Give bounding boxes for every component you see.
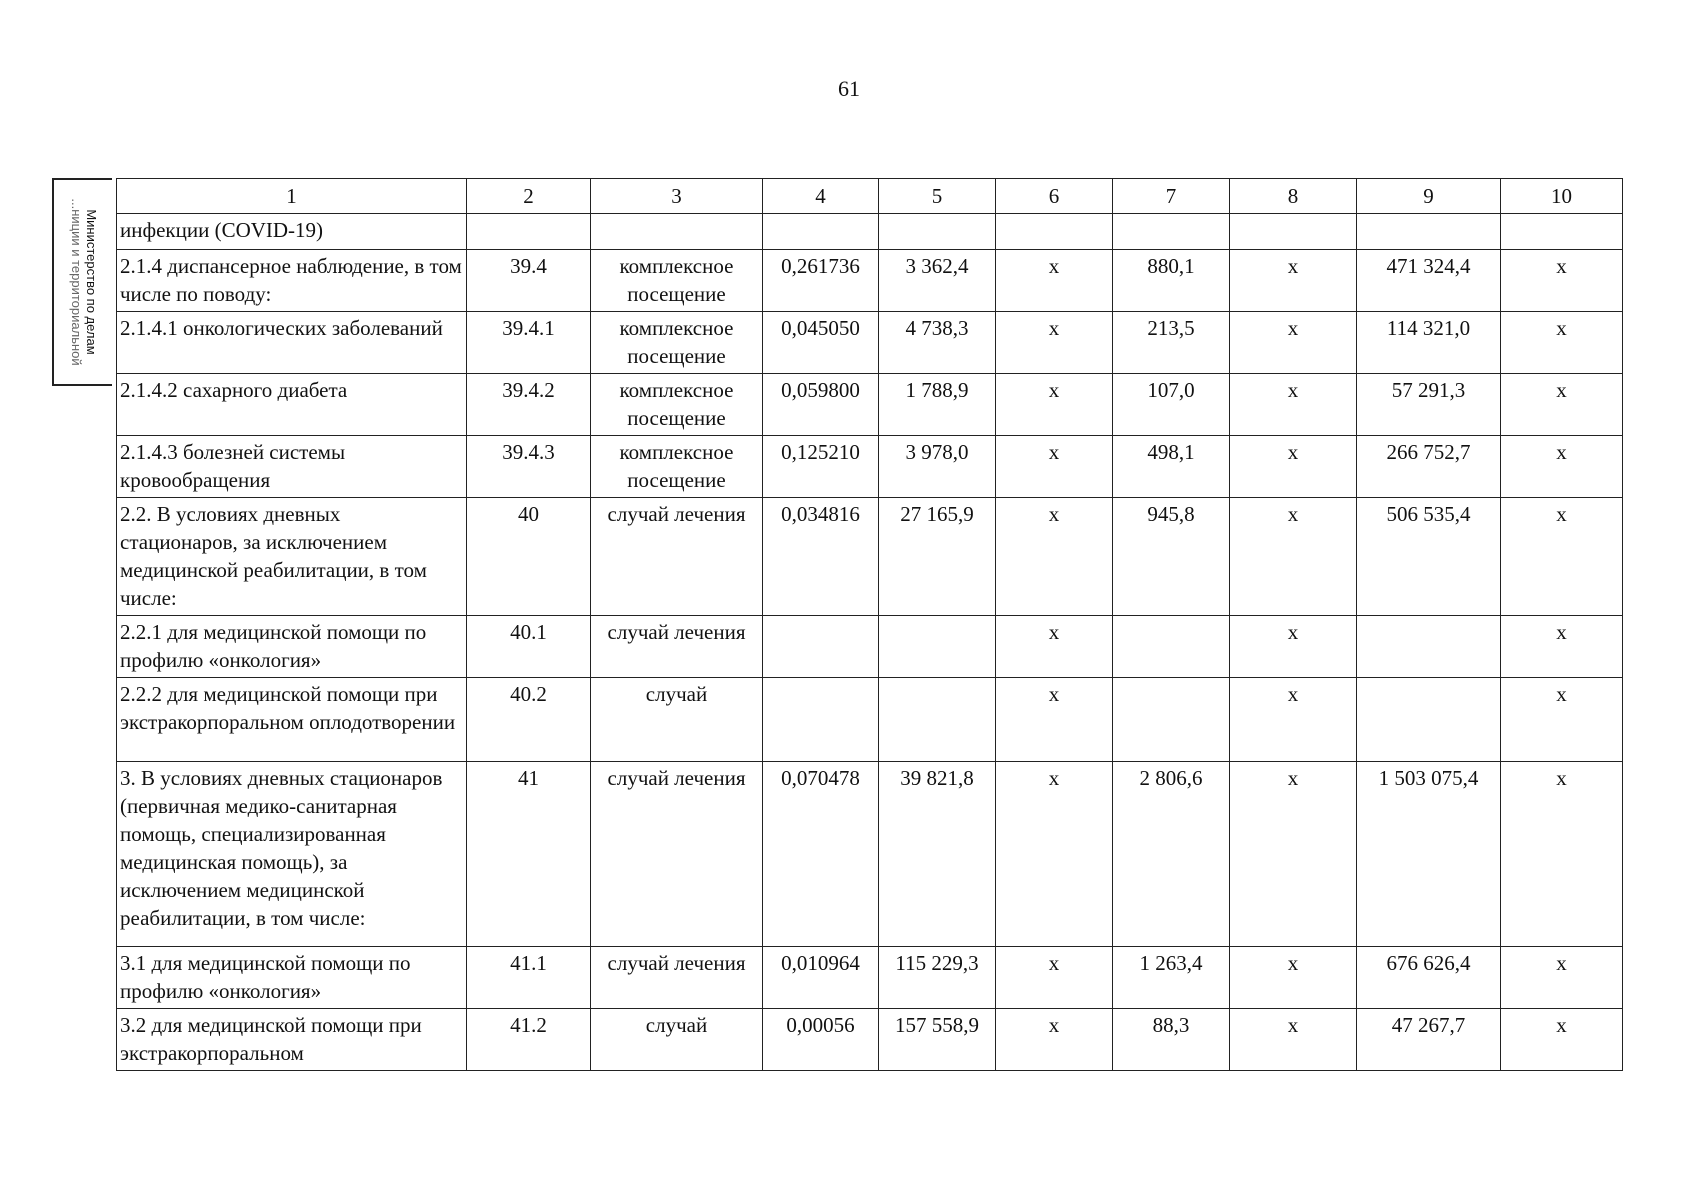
table-cell: x	[996, 498, 1113, 616]
table-cell	[1357, 678, 1501, 762]
table-cell: x	[996, 312, 1113, 374]
table-cell: x	[1230, 762, 1357, 947]
table-cell	[467, 214, 591, 250]
table-cell: x	[1501, 678, 1623, 762]
column-header: 2	[467, 179, 591, 214]
stamp-text	[69, 182, 99, 382]
page-number: 61	[838, 76, 860, 101]
table-cell	[1357, 214, 1501, 250]
table-cell: 57 291,3	[1357, 374, 1501, 436]
table-cell: x	[996, 374, 1113, 436]
table-cell: 115 229,3	[879, 947, 996, 1009]
table-cell: 676 626,4	[1357, 947, 1501, 1009]
table-cell: 1 503 075,4	[1357, 762, 1501, 947]
table-cell: случай	[591, 1009, 763, 1071]
header-row	[117, 179, 1623, 214]
table-row	[117, 214, 1623, 250]
row-name-cell: 2.1.4.3 болезней системы кровообращения	[117, 436, 467, 498]
table-cell: x	[1501, 374, 1623, 436]
table-cell: 3 978,0	[879, 436, 996, 498]
table-cell: 945,8	[1113, 498, 1230, 616]
table-cell: 0,010964	[763, 947, 879, 1009]
table-cell: x	[1501, 498, 1623, 616]
table-cell	[1113, 678, 1230, 762]
stamp-line-1: Министерство по делам	[84, 209, 99, 355]
table-cell: 39.4.2	[467, 374, 591, 436]
table-cell: x	[1230, 616, 1357, 678]
table-cell	[763, 214, 879, 250]
row-name-cell: 2.2. В условиях дневных стационаров, за исключением медицинской реабилитации, в том числе:	[117, 498, 467, 616]
table-cell: x	[1230, 1009, 1357, 1071]
row-name-cell: 2.1.4 диспансерное наблюдение, в том числе по поводу:	[117, 250, 467, 312]
table-cell: x	[1501, 762, 1623, 947]
table-cell: 3 362,4	[879, 250, 996, 312]
table-cell: 498,1	[1113, 436, 1230, 498]
table-cell: 39 821,8	[879, 762, 996, 947]
table-cell: 27 165,9	[879, 498, 996, 616]
table-cell: x	[1230, 374, 1357, 436]
table-cell: 157 558,9	[879, 1009, 996, 1071]
table-cell: 40	[467, 498, 591, 616]
table-cell	[1113, 616, 1230, 678]
table-cell: x	[1230, 436, 1357, 498]
row-name-cell: 2.2.1 для медицинской помощи по профилю «онкология»	[117, 616, 467, 678]
table-cell	[763, 678, 879, 762]
table-cell	[879, 678, 996, 762]
stamp-line-2: ...ниции и территориальной	[69, 198, 84, 366]
row-name-cell: инфекции (COVID-19)	[117, 214, 467, 250]
table-cell: 506 535,4	[1357, 498, 1501, 616]
column-header: 6	[996, 179, 1113, 214]
table-cell: x	[1501, 250, 1623, 312]
table-cell: x	[1230, 678, 1357, 762]
table-row	[117, 436, 1623, 498]
table-cell	[879, 214, 996, 250]
table-cell: 2 806,6	[1113, 762, 1230, 947]
table-cell: 0,00056	[763, 1009, 879, 1071]
column-header: 9	[1357, 179, 1501, 214]
table-row	[117, 678, 1623, 762]
table-cell: комплексное посещение	[591, 436, 763, 498]
table-body	[117, 214, 1623, 1071]
table-cell: x	[1501, 1009, 1623, 1071]
column-header: 4	[763, 179, 879, 214]
table-cell: 0,034816	[763, 498, 879, 616]
table-row	[117, 762, 1623, 947]
table-cell	[996, 214, 1113, 250]
table-cell: 471 324,4	[1357, 250, 1501, 312]
table-cell: 1 788,9	[879, 374, 996, 436]
table-cell: 47 267,7	[1357, 1009, 1501, 1071]
table-cell: x	[996, 436, 1113, 498]
row-name-cell: 3. В условиях дневных стационаров (первичная медико-санитарная помощь, специализированная медицинская помощь), за исключением медицинской реабилитации, в том числе:	[117, 762, 467, 947]
table-cell: x	[1501, 312, 1623, 374]
table-cell	[1501, 214, 1623, 250]
table-cell: x	[996, 1009, 1113, 1071]
table-cell: случай лечения	[591, 616, 763, 678]
column-header: 1	[117, 179, 467, 214]
table-cell: x	[996, 678, 1113, 762]
table-cell: 39.4.3	[467, 436, 591, 498]
table-cell: x	[1230, 947, 1357, 1009]
table-cell: 213,5	[1113, 312, 1230, 374]
table-cell: 39.4.1	[467, 312, 591, 374]
table-cell: 4 738,3	[879, 312, 996, 374]
table-cell	[591, 214, 763, 250]
table-cell: 1 263,4	[1113, 947, 1230, 1009]
table-cell: 266 752,7	[1357, 436, 1501, 498]
table-cell: x	[996, 616, 1113, 678]
table-cell	[879, 616, 996, 678]
row-name-cell: 2.2.2 для медицинской помощи при экстракорпоральном оплодотворении	[117, 678, 467, 762]
table-cell: x	[1230, 498, 1357, 616]
table-cell	[1357, 616, 1501, 678]
row-name-cell: 3.1 для медицинской помощи по профилю «онкология»	[117, 947, 467, 1009]
table-cell: x	[1230, 250, 1357, 312]
table-cell: комплексное посещение	[591, 374, 763, 436]
table-cell: 114 321,0	[1357, 312, 1501, 374]
column-header: 8	[1230, 179, 1357, 214]
data-table	[116, 178, 1623, 1071]
row-name-cell: 3.2 для медицинской помощи при экстракорпоральном	[117, 1009, 467, 1071]
table-cell: x	[996, 250, 1113, 312]
table-cell: 40.1	[467, 616, 591, 678]
table-cell: 41.1	[467, 947, 591, 1009]
table-cell: случай лечения	[591, 498, 763, 616]
table-cell: x	[1501, 947, 1623, 1009]
table-row	[117, 312, 1623, 374]
table-cell: 41.2	[467, 1009, 591, 1071]
table-row	[117, 498, 1623, 616]
table-cell: случай	[591, 678, 763, 762]
table-cell: 41	[467, 762, 591, 947]
table-cell: 107,0	[1113, 374, 1230, 436]
row-name-cell: 2.1.4.1 онкологических заболеваний	[117, 312, 467, 374]
table-row	[117, 374, 1623, 436]
table-row	[117, 1009, 1623, 1071]
table-cell: случай лечения	[591, 947, 763, 1009]
table-cell: 0,261736	[763, 250, 879, 312]
table-cell: x	[1501, 436, 1623, 498]
table-cell: случай лечения	[591, 762, 763, 947]
column-header: 10	[1501, 179, 1623, 214]
table-cell: 0,059800	[763, 374, 879, 436]
table-cell: 880,1	[1113, 250, 1230, 312]
table-row	[117, 616, 1623, 678]
table-cell: x	[1501, 616, 1623, 678]
table-cell: 0,070478	[763, 762, 879, 947]
table-row	[117, 250, 1623, 312]
column-header: 7	[1113, 179, 1230, 214]
table-cell: x	[996, 762, 1113, 947]
table-cell: 40.2	[467, 678, 591, 762]
table-cell	[1113, 214, 1230, 250]
column-header: 3	[591, 179, 763, 214]
table-cell	[763, 616, 879, 678]
table-cell: x	[996, 947, 1113, 1009]
table-cell: x	[1230, 312, 1357, 374]
table-cell: 0,045050	[763, 312, 879, 374]
table-cell: 39.4	[467, 250, 591, 312]
row-name-cell: 2.1.4.2 сахарного диабета	[117, 374, 467, 436]
table-cell: 0,125210	[763, 436, 879, 498]
table-cell	[1230, 214, 1357, 250]
table-row	[117, 947, 1623, 1009]
table-cell: комплексное посещение	[591, 312, 763, 374]
table-cell: 88,3	[1113, 1009, 1230, 1071]
table-cell: комплексное посещение	[591, 250, 763, 312]
column-header: 5	[879, 179, 996, 214]
